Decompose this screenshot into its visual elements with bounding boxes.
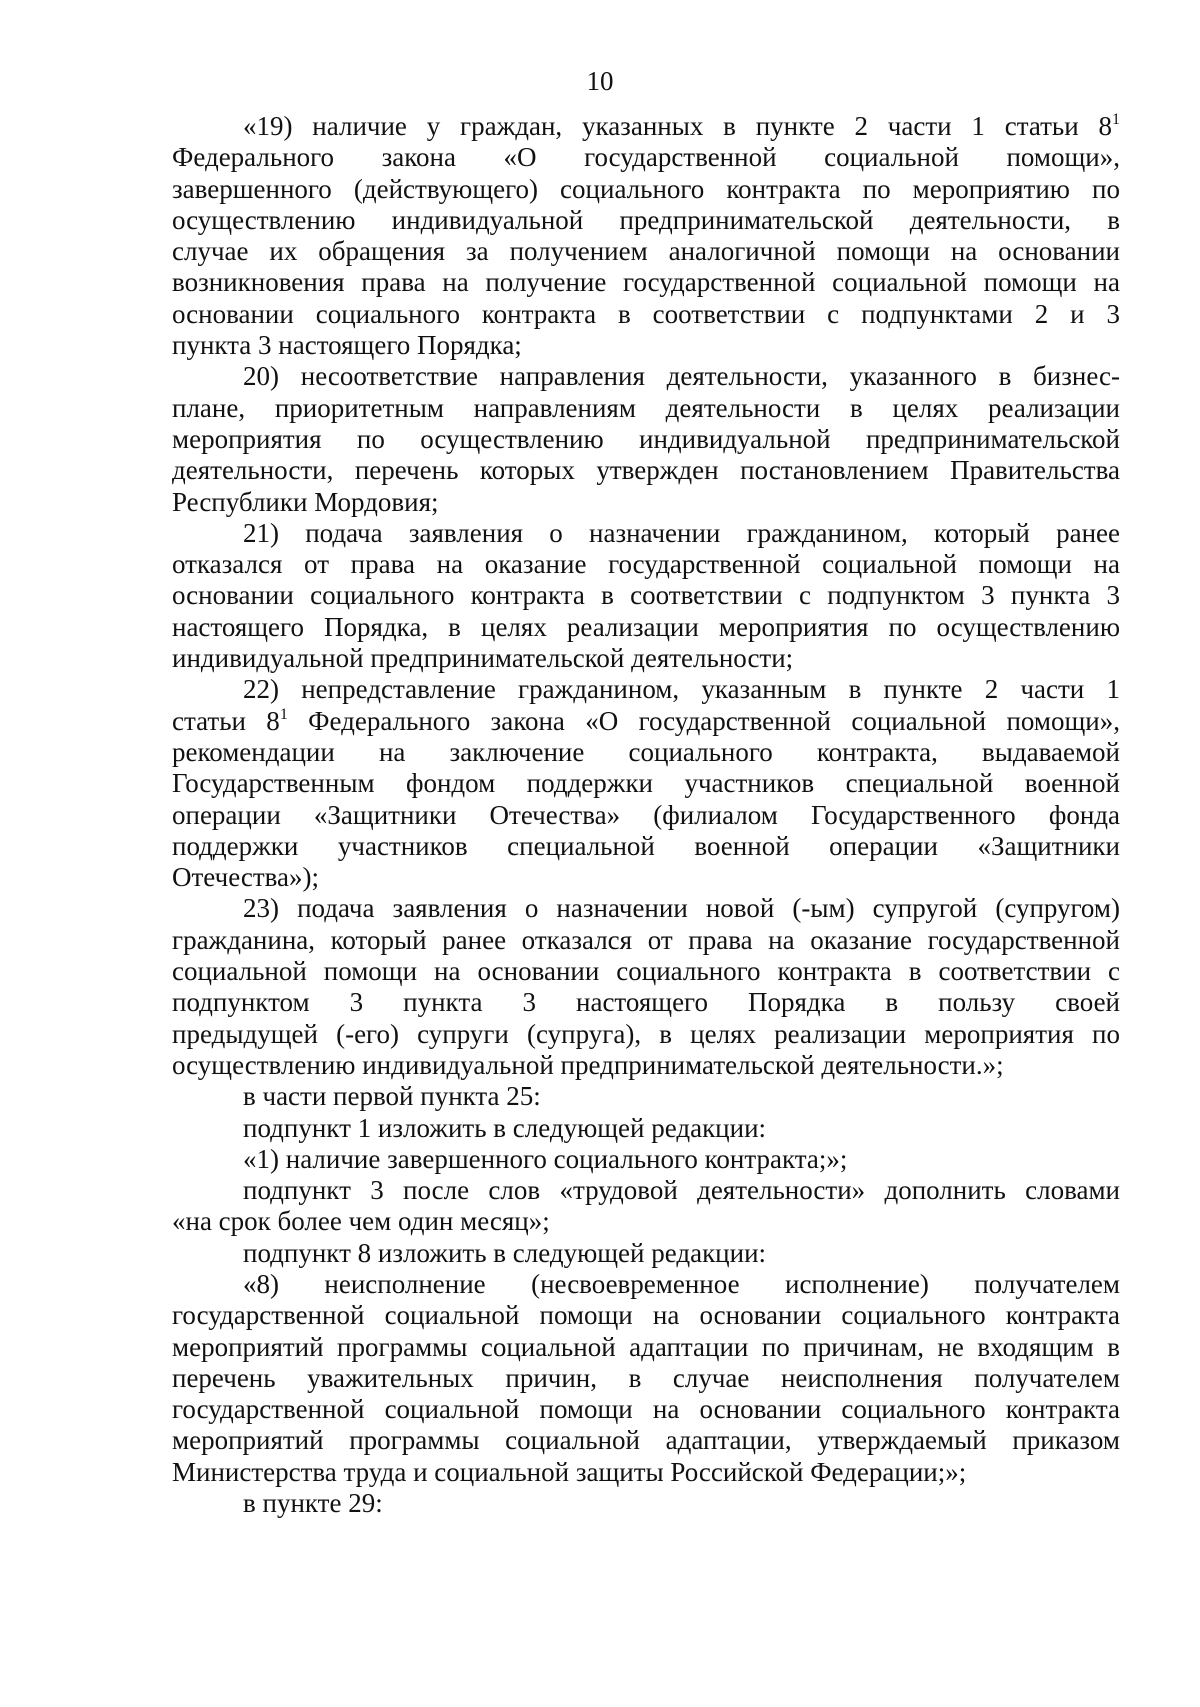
text-line (172, 1394, 1120, 1425)
text-line (172, 1238, 1120, 1269)
line-text: гражданина, который ранее отказался от права на оказание государственной (172, 924, 1120, 955)
line-text: Отечества»); (172, 862, 319, 893)
text-line (172, 831, 1120, 862)
line-text: мероприятия по осуществлению индивидуальной предпринимательской (172, 423, 1120, 454)
text-line (172, 1363, 1120, 1394)
line-text: «19) наличие у граждан, указанных в пункте 2 части 1 статьи 8 (243, 111, 1112, 141)
line-text: подпункт 1 изложить в следующей редакции: (243, 1112, 767, 1143)
line-text: пункта 3 настоящего Порядка; (172, 330, 522, 361)
line-text: индивидуальной предпринимательской деятельности; (172, 643, 794, 674)
text-line (172, 424, 1120, 455)
paragraph-item-22 (172, 674, 1120, 893)
line-text: в части первой пункта 25: (243, 1081, 541, 1112)
text-line (172, 987, 1120, 1018)
text-line (172, 674, 1120, 705)
text-line (172, 706, 1120, 737)
text-line (172, 267, 1120, 298)
line-text: Министерства труда и социальной защиты Российской Федерации;»; (172, 1456, 967, 1487)
line-text: в пункте 29: (243, 1488, 383, 1519)
text-line (172, 111, 1120, 142)
paragraph-p25-sub3 (172, 1175, 1120, 1238)
text-line (172, 361, 1120, 392)
paragraph-p25-intro (172, 1081, 1120, 1112)
text-line (172, 299, 1120, 330)
paragraph-item-20 (172, 361, 1120, 517)
text-line (172, 549, 1120, 580)
text-line (172, 393, 1120, 424)
text-line (172, 1113, 1120, 1144)
line-text: «1) наличие завершенного социального контракта;»; (243, 1143, 848, 1174)
text-line (172, 737, 1120, 768)
line-text: отказался от права на оказание государственной социальной помощи на (172, 549, 1120, 580)
line-text: 20) несоответствие направления деятельности, указанного в бизнес- (243, 361, 1120, 392)
text-line (172, 893, 1120, 924)
line-text: социальной помощи на основании социального контракта в соответствии с (172, 956, 1120, 987)
text-line (172, 142, 1120, 173)
text-line (172, 205, 1120, 236)
line-text: «на срок более чем один месяц»; (172, 1206, 550, 1237)
text-line (172, 643, 1120, 674)
line-text: осуществлению индивидуальной предпринимательской деятельности.»; (172, 1049, 1004, 1080)
text-line (172, 1488, 1120, 1519)
text-line (172, 800, 1120, 831)
line-text: 23) подача заявления о назначении новой (-ым) супругой (супругом) (243, 893, 1120, 924)
line-text: государственной социальной помощи на основании социального контракта (172, 1300, 1120, 1331)
line-text: случае их обращения за получением аналогичной помощи на основании (172, 236, 1120, 267)
text-line (172, 1206, 1120, 1237)
text-line (172, 612, 1120, 643)
line-text: рекомендации на заключение социального контракта, выдаваемой (172, 736, 1120, 767)
text-line (172, 1425, 1120, 1456)
line-text: подпункт 8 изложить в следующей редакции: (243, 1237, 767, 1268)
text-line (172, 1300, 1120, 1331)
line-text: 21) подача заявления о назначении гражданином, который ранее (243, 517, 1120, 548)
superscript: 1 (1112, 111, 1120, 128)
text-line (172, 1269, 1120, 1300)
line-text: настоящего Порядка, в целях реализации мероприятия по осуществлению (172, 611, 1120, 642)
line-text: предыдущей (-его) супруги (супруга), в целях реализации мероприятия по (172, 1018, 1120, 1049)
line-text: возникновения права на получение государственной социальной помощи на (172, 267, 1120, 298)
text-line (172, 1019, 1120, 1050)
text-line (172, 330, 1120, 361)
text-line (172, 487, 1120, 518)
document-body (172, 111, 1120, 1519)
text-line (172, 1175, 1120, 1206)
paragraph-p25-sub1-text (172, 1144, 1120, 1175)
line-text: завершенного (действующего) социального контракта по мероприятию по (172, 173, 1120, 204)
text-line (172, 925, 1120, 956)
paragraph-item-23 (172, 893, 1120, 1081)
line-text: мероприятий программы социальной адаптации, утверждаемый приказом (172, 1425, 1120, 1456)
text-line (172, 236, 1120, 267)
paragraph-p25-sub8-intro (172, 1238, 1120, 1269)
page-number: 10 (586, 66, 614, 96)
line-text: государственной социальной помощи на основании социального контракта (172, 1394, 1120, 1425)
paragraph-p29-intro (172, 1488, 1120, 1519)
superscript: 1 (279, 705, 288, 723)
paragraph-p25-sub1-intro (172, 1113, 1120, 1144)
line-text: плане, приоритетным направлениям деятельности в целях реализации (172, 392, 1120, 423)
line-text: Федерального закона «О государственной социальной помощи», (287, 705, 1120, 736)
text-line (172, 580, 1120, 611)
paragraph-item-21 (172, 518, 1120, 674)
text-line (172, 455, 1120, 486)
text-line (172, 518, 1120, 549)
line-text: статьи 8 (172, 705, 280, 736)
line-text: мероприятий программы социальной адаптации по причинам, не входящим в (172, 1331, 1120, 1362)
text-line (172, 1050, 1120, 1081)
text-line (172, 174, 1120, 205)
line-text: подпункт 3 после слов «трудовой деятельности» дополнить словами (243, 1175, 1120, 1206)
line-text: «8) неисполнение (несвоевременное исполнение) получателем (243, 1268, 1120, 1299)
line-text: Государственным фондом поддержки участников специальной военной (172, 768, 1120, 799)
line-text: операции «Защитники Отечества» (филиалом Государственного фонда (172, 799, 1120, 830)
text-line (172, 1144, 1120, 1175)
line-text: осуществлению индивидуальной предпринимательской деятельности, в (172, 204, 1120, 235)
text-line (172, 1081, 1120, 1112)
line-text: поддержки участников специальной военной операции «Защитники (172, 830, 1120, 861)
paragraph-item-19 (172, 111, 1120, 361)
text-line (172, 862, 1120, 893)
paragraph-p25-sub8-text (172, 1269, 1120, 1488)
line-text: 22) непредставление гражданином, указанным в пункте 2 части 1 (243, 674, 1120, 705)
line-text: перечень уважительных причин, в случае неисполнения получателем (172, 1362, 1120, 1393)
line-text: Республики Мордовия; (172, 486, 439, 517)
line-text: основании социального контракта в соответствии с подпунктом 3 пункта 3 (172, 580, 1120, 611)
text-line (172, 768, 1120, 799)
line-text: деятельности, перечень которых утвержден постановлением Правительства (172, 455, 1120, 486)
line-text: Федерального закона «О государственной социальной помощи», (172, 142, 1120, 173)
line-text: подпунктом 3 пункта 3 настоящего Порядка в пользу своей (172, 987, 1120, 1018)
text-line (172, 1332, 1120, 1363)
text-line (172, 956, 1120, 987)
text-line (172, 1457, 1120, 1488)
line-text: основании социального контракта в соответствии с подпунктами 2 и 3 (172, 298, 1120, 329)
